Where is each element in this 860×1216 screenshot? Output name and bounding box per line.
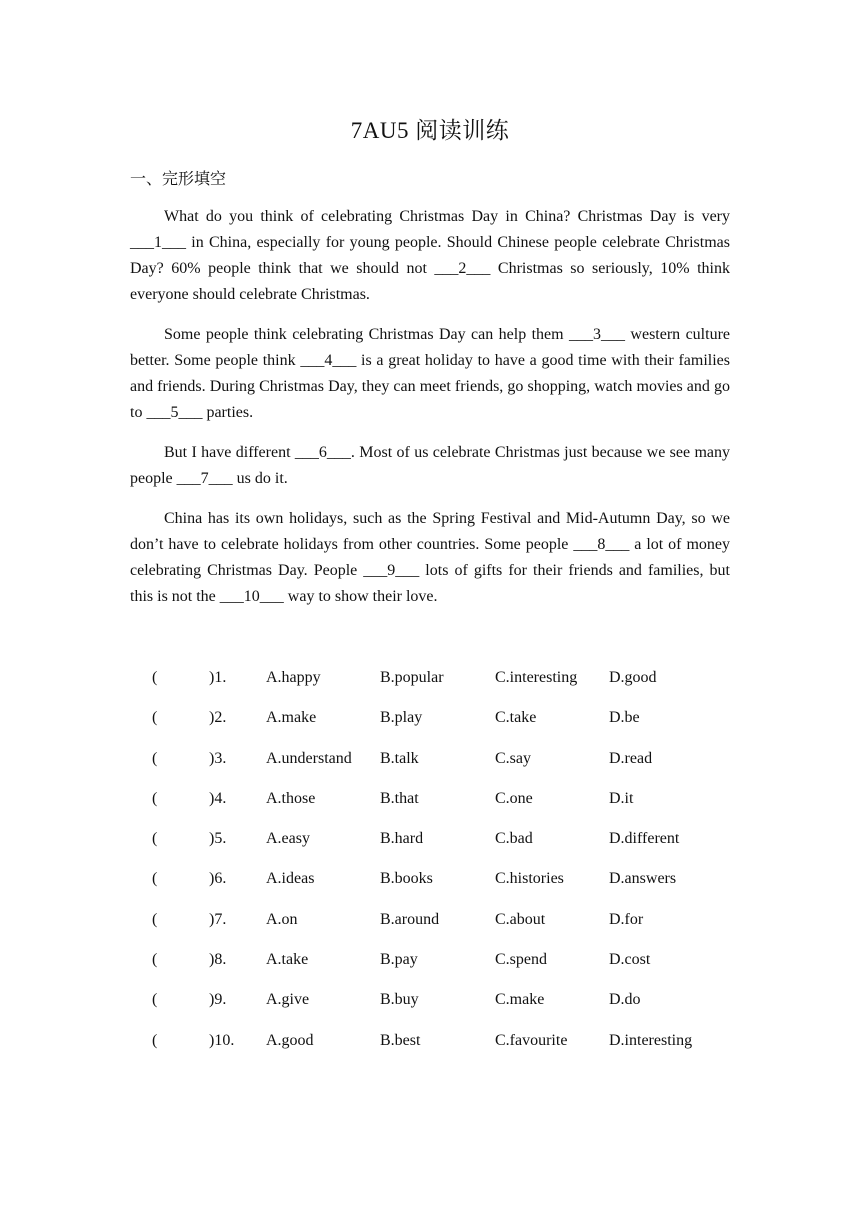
question-row bbox=[152, 785, 772, 825]
option-c: C.bad bbox=[495, 830, 533, 848]
option-a: A.happy bbox=[266, 669, 321, 686]
option-b: B.play bbox=[380, 709, 423, 727]
option-a: A.good bbox=[266, 1031, 314, 1049]
option-b: B.best bbox=[380, 1031, 421, 1049]
section-heading: 一、完形填空 bbox=[130, 171, 227, 188]
option-a: A.make bbox=[266, 709, 317, 727]
option-d: D.for bbox=[609, 910, 644, 928]
question-row bbox=[152, 1027, 772, 1067]
answer-blank-open: ( bbox=[152, 870, 158, 888]
option-b: B.hard bbox=[380, 830, 424, 848]
option-d: D.good bbox=[609, 669, 657, 686]
question-number: )10. bbox=[209, 1031, 235, 1049]
option-d: D.interesting bbox=[609, 1031, 693, 1049]
question-row bbox=[152, 825, 772, 865]
question-row bbox=[152, 986, 772, 1026]
question-number: )5. bbox=[209, 830, 227, 848]
option-c: C.histories bbox=[495, 870, 564, 888]
option-d: D.cost bbox=[609, 951, 651, 969]
option-a: A.those bbox=[266, 789, 316, 807]
cloze-passage bbox=[130, 204, 730, 624]
answer-blank-open: ( bbox=[152, 789, 158, 807]
option-c: C.spend bbox=[495, 951, 547, 969]
option-a: A.easy bbox=[266, 830, 310, 848]
passage-paragraph-1: What do you think of celebrating Christmas Day in China? Christmas Day is very ___1___ in China, especially for young people. Should Chinese people celebrate Christmas Day? 60% people think that we should not ___2___ Christmas so seriously, 10% think everyone should celebrate Christmas. bbox=[130, 208, 730, 303]
option-a: A.take bbox=[266, 951, 309, 969]
option-a: A.understand bbox=[266, 749, 352, 767]
question-row bbox=[152, 865, 772, 905]
answer-blank-open: ( bbox=[152, 709, 158, 727]
answer-blank-open: ( bbox=[152, 749, 158, 767]
answer-blank-open: ( bbox=[152, 1031, 158, 1049]
passage-paragraph-4: China has its own holidays, such as the Spring Festival and Mid-Autumn Day, so we don’t have to celebrate holidays from other countries. Some people ___8___ a lot of money celebrating Christmas Day. People ___9___ lots of gifts for their friends and families, but this is not the ___10___ way to show their love. bbox=[130, 510, 730, 605]
option-b: B.around bbox=[380, 910, 440, 928]
question-number: )8. bbox=[209, 951, 227, 969]
answer-blank-open: ( bbox=[152, 910, 158, 928]
question-row bbox=[152, 946, 772, 986]
page-title: 7AU5 阅读训练 bbox=[350, 118, 510, 143]
answer-blank-open: ( bbox=[152, 830, 158, 848]
option-d: D.different bbox=[609, 830, 680, 848]
option-d: D.answers bbox=[609, 870, 677, 888]
question-row bbox=[152, 664, 772, 704]
question-number: )9. bbox=[209, 991, 227, 1009]
option-a: A.ideas bbox=[266, 870, 315, 888]
question-row bbox=[152, 704, 772, 744]
option-c: C.interesting bbox=[495, 669, 578, 686]
option-d: D.it bbox=[609, 789, 634, 807]
question-number: )3. bbox=[209, 749, 227, 767]
answer-blank-open: ( bbox=[152, 669, 158, 686]
question-number: )4. bbox=[209, 789, 227, 807]
option-b: B.talk bbox=[380, 749, 419, 767]
passage-paragraph-3: But I have different ___6___. Most of us celebrate Christmas just because we see many people ___7___ us do it. bbox=[130, 444, 730, 487]
option-c: C.about bbox=[495, 910, 546, 928]
option-b: B.popular bbox=[380, 669, 444, 686]
answer-blank-open: ( bbox=[152, 991, 158, 1009]
passage-paragraph-2: Some people think celebrating Christmas Day can help them ___3___ western culture better. Some people think ___4___ is a great holiday to have a good time with their families and friends. During Christmas Day, they can meet friends, go shopping, watch movies and go to ___5___ parties. bbox=[130, 326, 730, 421]
option-d: D.read bbox=[609, 749, 653, 767]
question-number: )2. bbox=[209, 709, 227, 727]
answer-blank-open: ( bbox=[152, 951, 158, 969]
question-row bbox=[152, 906, 772, 946]
option-c: C.take bbox=[495, 709, 537, 727]
option-b: B.that bbox=[380, 789, 419, 807]
option-d: D.do bbox=[609, 991, 641, 1009]
option-c: C.make bbox=[495, 991, 545, 1009]
option-c: C.say bbox=[495, 749, 531, 767]
question-number: )6. bbox=[209, 870, 227, 888]
option-c: C.one bbox=[495, 789, 533, 807]
option-c: C.favourite bbox=[495, 1031, 568, 1049]
option-d: D.be bbox=[609, 709, 640, 727]
question-number: )7. bbox=[209, 910, 227, 928]
option-b: B.pay bbox=[380, 951, 418, 969]
option-a: A.on bbox=[266, 910, 298, 928]
question-number: )1. bbox=[209, 669, 227, 686]
option-b: B.books bbox=[380, 870, 433, 888]
question-row bbox=[152, 745, 772, 785]
option-a: A.give bbox=[266, 991, 310, 1009]
question-list bbox=[152, 664, 772, 1067]
option-b: B.buy bbox=[380, 991, 419, 1009]
